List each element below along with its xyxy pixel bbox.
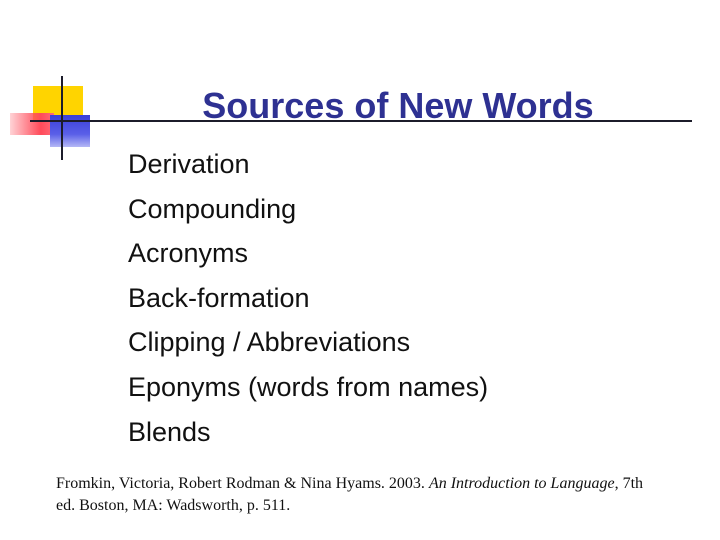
list-item: Back-formation (128, 282, 310, 313)
list-item: Acronyms (128, 238, 249, 269)
citation (56, 473, 656, 517)
citation-book-title: An Introduction to Language (428, 475, 615, 492)
bullet-list (128, 142, 488, 454)
citation-publisher: , 7th ed. Boston, MA: Wadsworth, p. 511. (56, 475, 644, 514)
list-item: Compounding (128, 193, 297, 224)
slide-title: Sources of New Words (202, 85, 594, 126)
list-item: Blends (128, 416, 211, 447)
list-item: Derivation (128, 149, 250, 179)
list-item: Eponyms (words from names) (128, 371, 489, 402)
citation-authors: Fromkin, Victoria, Robert Rodman & Nina Hyams. 2003. (56, 475, 429, 492)
list-item: Clipping / Abbreviations (128, 327, 411, 358)
